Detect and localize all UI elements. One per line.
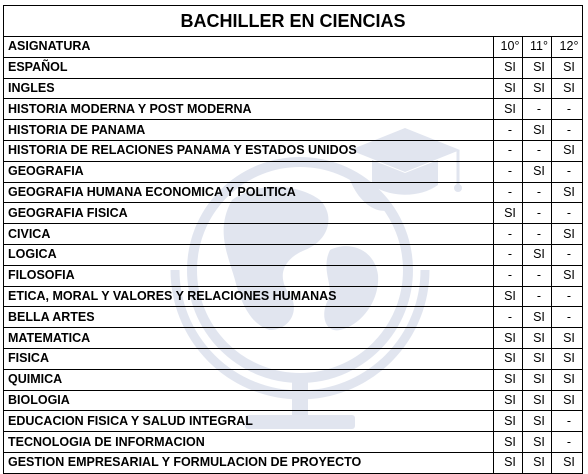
grade-12-cell: - — [552, 203, 583, 224]
grade-10-cell: SI — [494, 432, 523, 453]
subject-cell: LOGICA — [4, 244, 494, 265]
grade-10-cell: - — [494, 265, 523, 286]
grade-11-cell: - — [523, 140, 552, 161]
grade-11-cell: - — [523, 265, 552, 286]
grade-11-cell: - — [523, 286, 552, 307]
grade-11-cell: SI — [523, 78, 552, 99]
subject-cell: TECNOLOGIA DE INFORMACION — [4, 432, 494, 453]
grade-12-cell: SI — [552, 452, 583, 473]
grade-10-cell: - — [494, 161, 523, 182]
grade-10-cell: - — [494, 182, 523, 203]
subject-cell: BELLA ARTES — [4, 307, 494, 328]
grade-12-cell: - — [552, 244, 583, 265]
grade-12-cell: - — [552, 307, 583, 328]
table-row — [4, 286, 583, 307]
table-row — [4, 78, 583, 99]
grade-10-cell: SI — [494, 99, 523, 120]
grade-11-cell: SI — [523, 307, 552, 328]
subject-cell: FILOSOFIA — [4, 265, 494, 286]
column-header-grade-10: 10° — [494, 37, 523, 58]
grade-12-cell: SI — [552, 78, 583, 99]
table-row — [4, 348, 583, 369]
table-body — [4, 57, 583, 473]
grade-12-cell: - — [552, 432, 583, 453]
grade-12-cell: - — [552, 286, 583, 307]
subject-cell: EDUCACION FISICA Y SALUD INTEGRAL — [4, 411, 494, 432]
grade-10-cell: - — [494, 224, 523, 245]
subject-cell: GESTION EMPRESARIAL Y FORMULACION DE PROYECTO — [4, 452, 494, 473]
grade-12-cell: SI — [552, 369, 583, 390]
grade-12-cell: SI — [552, 182, 583, 203]
grade-10-cell: - — [494, 140, 523, 161]
grade-12-cell: SI — [552, 57, 583, 78]
grade-10-cell: SI — [494, 452, 523, 473]
subject-cell: GEOGRAFIA FISICA — [4, 203, 494, 224]
grade-12-cell: - — [552, 161, 583, 182]
subject-cell: QUIMICA — [4, 369, 494, 390]
grade-10-cell: SI — [494, 57, 523, 78]
subject-cell: BIOLOGIA — [4, 390, 494, 411]
curriculum-table — [3, 5, 583, 474]
grade-11-cell: SI — [523, 161, 552, 182]
column-header-subject: ASIGNATURA — [4, 37, 494, 58]
table-row — [4, 432, 583, 453]
grade-11-cell: - — [523, 224, 552, 245]
table-row — [4, 120, 583, 141]
grade-11-cell: SI — [523, 452, 552, 473]
table-row — [4, 369, 583, 390]
grade-11-cell: - — [523, 182, 552, 203]
grade-10-cell: SI — [494, 390, 523, 411]
table-row — [4, 390, 583, 411]
table-row — [4, 57, 583, 78]
table-title: BACHILLER EN CIENCIAS — [4, 6, 583, 37]
subject-cell: MATEMATICA — [4, 328, 494, 349]
grade-12-cell: SI — [552, 224, 583, 245]
grade-11-cell: SI — [523, 57, 552, 78]
grade-10-cell: SI — [494, 286, 523, 307]
table-row — [4, 265, 583, 286]
subject-cell: HISTORIA DE RELACIONES PANAMA Y ESTADOS UNIDOS — [4, 140, 494, 161]
grade-11-cell: SI — [523, 120, 552, 141]
grade-11-cell: SI — [523, 328, 552, 349]
subject-cell: CIVICA — [4, 224, 494, 245]
grade-12-cell: SI — [552, 140, 583, 161]
table-row — [4, 224, 583, 245]
subject-cell: GEOGRAFIA — [4, 161, 494, 182]
table-row — [4, 182, 583, 203]
table-row — [4, 161, 583, 182]
table-row — [4, 244, 583, 265]
subject-cell: INGLES — [4, 78, 494, 99]
grade-11-cell: SI — [523, 432, 552, 453]
subject-cell: FISICA — [4, 348, 494, 369]
subject-cell: GEOGRAFIA HUMANA ECONOMICA Y POLITICA — [4, 182, 494, 203]
grade-10-cell: SI — [494, 411, 523, 432]
grade-11-cell: - — [523, 203, 552, 224]
table-row — [4, 140, 583, 161]
grade-12-cell: SI — [552, 348, 583, 369]
subject-cell: HISTORIA MODERNA Y POST MODERNA — [4, 99, 494, 120]
table-row — [4, 411, 583, 432]
column-header-grade-11: 11° — [523, 37, 552, 58]
grade-10-cell: SI — [494, 203, 523, 224]
subject-cell: ETICA, MORAL Y VALORES Y RELACIONES HUMANAS — [4, 286, 494, 307]
grade-10-cell: SI — [494, 348, 523, 369]
grade-10-cell: - — [494, 120, 523, 141]
grade-10-cell: - — [494, 244, 523, 265]
column-header-grade-12: 12° — [552, 37, 583, 58]
grade-11-cell: SI — [523, 411, 552, 432]
grade-10-cell: SI — [494, 369, 523, 390]
table-row — [4, 452, 583, 473]
subject-cell: ESPAÑOL — [4, 57, 494, 78]
table-row — [4, 328, 583, 349]
grade-12-cell: SI — [552, 390, 583, 411]
table-row — [4, 203, 583, 224]
table-row — [4, 307, 583, 328]
subject-cell: HISTORIA DE PANAMA — [4, 120, 494, 141]
grade-11-cell: SI — [523, 348, 552, 369]
grade-12-cell: SI — [552, 328, 583, 349]
grade-10-cell: - — [494, 307, 523, 328]
grade-12-cell: - — [552, 120, 583, 141]
grade-11-cell: SI — [523, 244, 552, 265]
table-row — [4, 99, 583, 120]
grade-10-cell: SI — [494, 328, 523, 349]
grade-10-cell: SI — [494, 78, 523, 99]
grade-12-cell: - — [552, 99, 583, 120]
grade-12-cell: SI — [552, 265, 583, 286]
grade-11-cell: - — [523, 99, 552, 120]
grade-11-cell: SI — [523, 390, 552, 411]
grade-11-cell: SI — [523, 369, 552, 390]
grade-12-cell: - — [552, 411, 583, 432]
